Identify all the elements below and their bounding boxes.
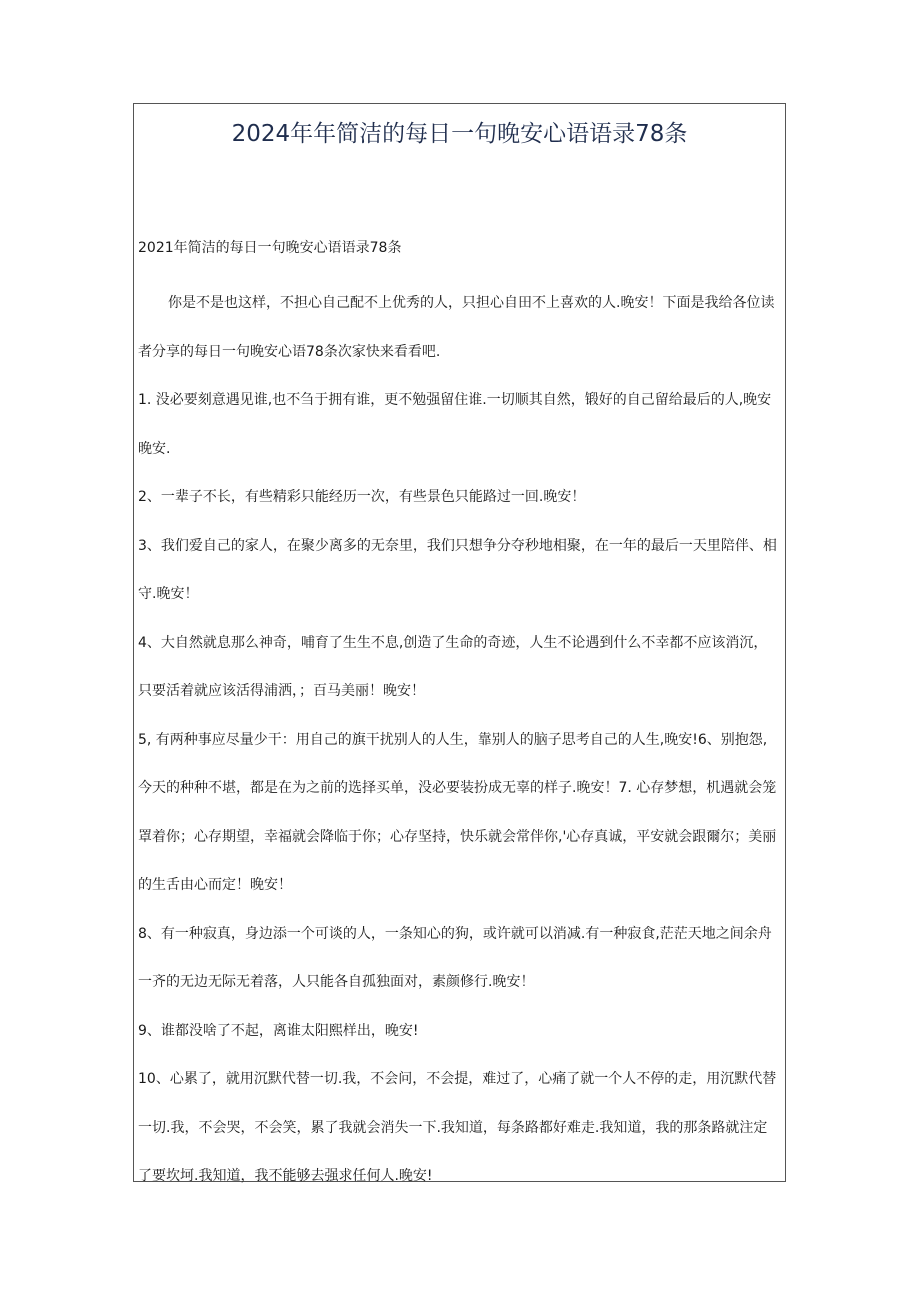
quote-item-4: 4、大自然就息那么神奇，哺育了生生不息,创造了生命的奇迹，人生不论遇到什么不幸都不应该消沉，只要活着就应该活得浦洒，；百马美丽！晚安！	[138, 634, 768, 699]
document-subtitle: 2021年简洁的每日一句晚安心语语录78条	[138, 240, 402, 256]
document-body	[138, 279, 781, 1201]
document-page	[133, 103, 786, 1182]
quote-item-2: 2、一辈子不长，有些精彩只能经历一次，有些景色只能路过一回.晚安！	[138, 489, 586, 505]
document-title: 2024年年简洁的每日一句晚安心语语录78条	[231, 121, 688, 147]
quote-item-1: 1. 没必要刻意遇见谁,也不刍于拥有谁，更不勉强留住谁.一切顺其自然，锻好的自己留给最后的人,晚安晚安.	[138, 392, 772, 457]
quote-item-5-7: 5, 有两种事应尽量少干：用自己的旗干扰别人的人生，靠别人的脑子思考自己的人生,晚安!6、别抱怨,今天的种种不堪，都是在为之前的选择买单，没必要装扮成无辜的样子.晚安！7. 心存梦想，机遇就会笼罩着你；心存期望，幸福就会降临于你；心存坚持，快乐就会常伴你,'心存真诚，平安就会跟爾尔；美丽的生舌由心而定！晚安！	[138, 731, 777, 893]
intro-paragraph: 你是不是也这样，不担心自己配不上优秀的人，只担心自田不上喜欢的人.晚安！下面是我给各位读者分享的每日一句晚安心语78条次家快来看看吧.	[138, 295, 775, 360]
quote-item-10: 10、心累了，就用沉默代替一切.我，不会问，不会提，难过了，心痛了就一个人不停的走，用沉默代替一切.我，不会哭，不会笑，累了我就会消失一下.我知道，每条路都好难走.我知道，我的那条路就注定了要坎坷.我知道，我不能够去强求任何人.晚安!	[138, 1071, 777, 1184]
quote-item-3: 3、我们爱自己的家人，在聚少离多的无奈里，我们只想争分夺秒地相聚，在一年的最后一天里陪伴、相守.晚安！	[138, 537, 777, 602]
quote-item-9: 9、谁都没啥了不起，离谁太阳熙样出，晚安!	[138, 1022, 419, 1039]
quote-item-8: 8、有一种寂真，身边添一个可谈的人，一条知心的狗，或许就可以消减.有一种寂食,茫茫天地之间余舟一齐的无边无际无着落，人只能各自孤独面对，素颜修行.晚安！	[138, 925, 772, 990]
